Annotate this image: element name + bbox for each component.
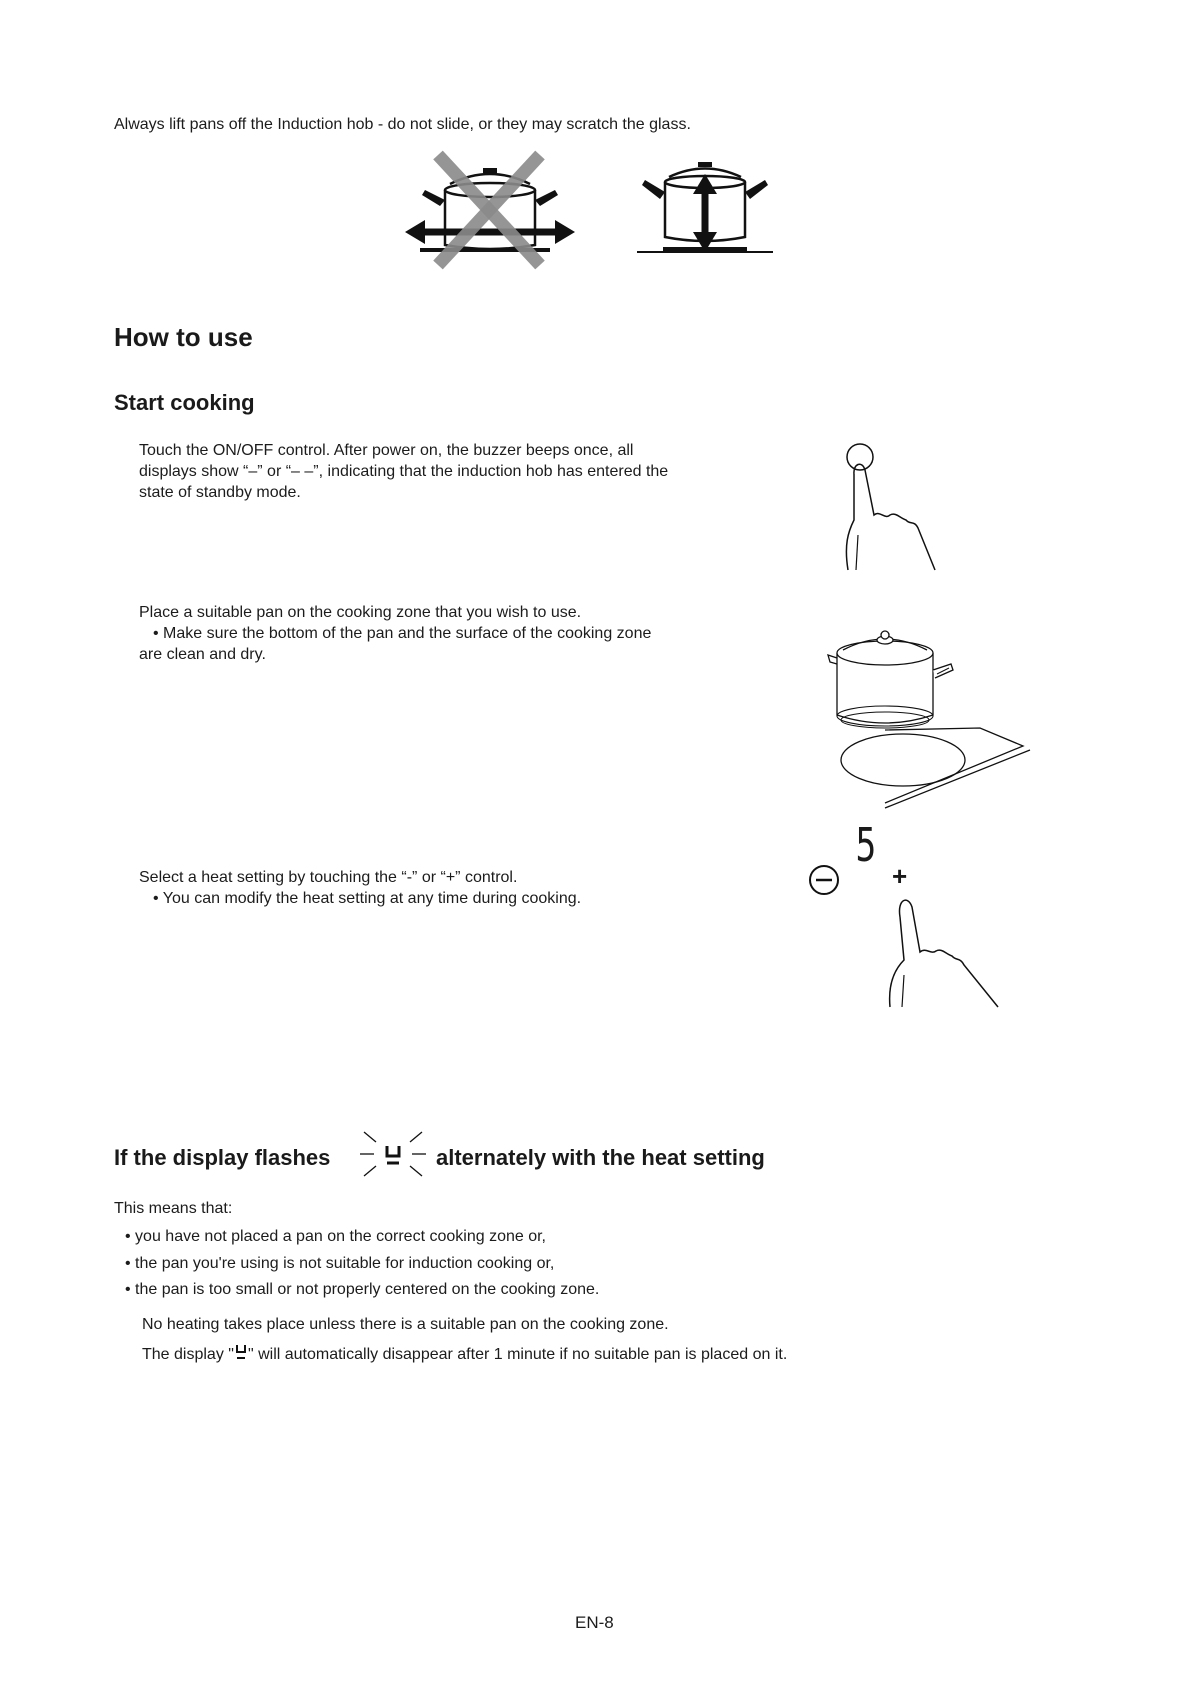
flash-bullet-item: • you have not placed a pan on the correct cooking zone or, (125, 1228, 546, 1245)
start-cooking-heading: Start cooking (114, 390, 255, 415)
step-place-pan-line-1: Place a suitable pan on the cooking zone that you wish to use. (139, 604, 582, 621)
step-heat-setting-line-1: Select a heat setting by touching the “-” or “+” control. (139, 869, 518, 886)
finger-press-plus-illustration (880, 895, 1010, 1010)
pan-on-hob-illustration (825, 628, 1035, 813)
flash-section-heading (114, 1145, 330, 1171)
plus-control-label[interactable]: + (892, 861, 908, 891)
lift-pan-illustration (635, 152, 775, 262)
flashing-pan-symbol-icon (360, 1132, 426, 1182)
slide-pan-crossed-illustration (400, 150, 590, 270)
flash-heading-text-after: alternately with the heat setting (436, 1145, 765, 1170)
flash-bullet-item: • the pan you're using is not suitable for induction cooking or, (125, 1254, 555, 1272)
how-to-use-heading: How to use (114, 322, 253, 352)
lift-pans-text: Always lift pans off the Induction hob - do not slide, or they may scratch the glass. (114, 116, 691, 133)
step-on-off-line-3: state of standby mode. (139, 484, 301, 501)
display-text-before: The display " (142, 1346, 234, 1363)
heat-level-display: 5 (855, 818, 877, 872)
step-on-off-line-1: Touch the ON/OFF control. After power on, the buzzer beeps once, all (139, 442, 634, 459)
flash-bullets-list (125, 1224, 599, 1304)
step-place-pan-line-2: • Make sure the bottom of the pan and the surface of the cooking zone (153, 625, 652, 642)
step-on-off-text (139, 440, 668, 503)
page-number: EN-8 (575, 1613, 614, 1632)
step-on-off-line-2: displays show “–” or “– –”, indicating that the induction hob has entered the (139, 463, 669, 480)
step-place-pan-line-3: are clean and dry. (139, 646, 266, 663)
step-heat-setting-text (139, 867, 581, 909)
minus-control-icon[interactable] (808, 864, 840, 896)
finger-touch-on-off-illustration (840, 440, 960, 570)
display-text-after: " will automatically disappear after 1 minute if no suitable pan is placed on it. (247, 1346, 788, 1363)
step-heat-setting-line-2: • You can modify the heat setting at any time during cooking. (153, 890, 582, 907)
flash-heading-text-before: If the display flashes (114, 1145, 331, 1170)
means-label: This means that: (114, 1200, 233, 1217)
display-disappear-text (142, 1344, 787, 1365)
step-place-pan-text (139, 602, 651, 665)
no-heating-text: No heating takes place unless there is a suitable pan on the cooking zone. (142, 1316, 669, 1333)
flash-bullet-item: • the pan is too small or not properly centered on the cooking zone. (125, 1281, 600, 1298)
pan-symbol-inline-icon (234, 1344, 248, 1362)
